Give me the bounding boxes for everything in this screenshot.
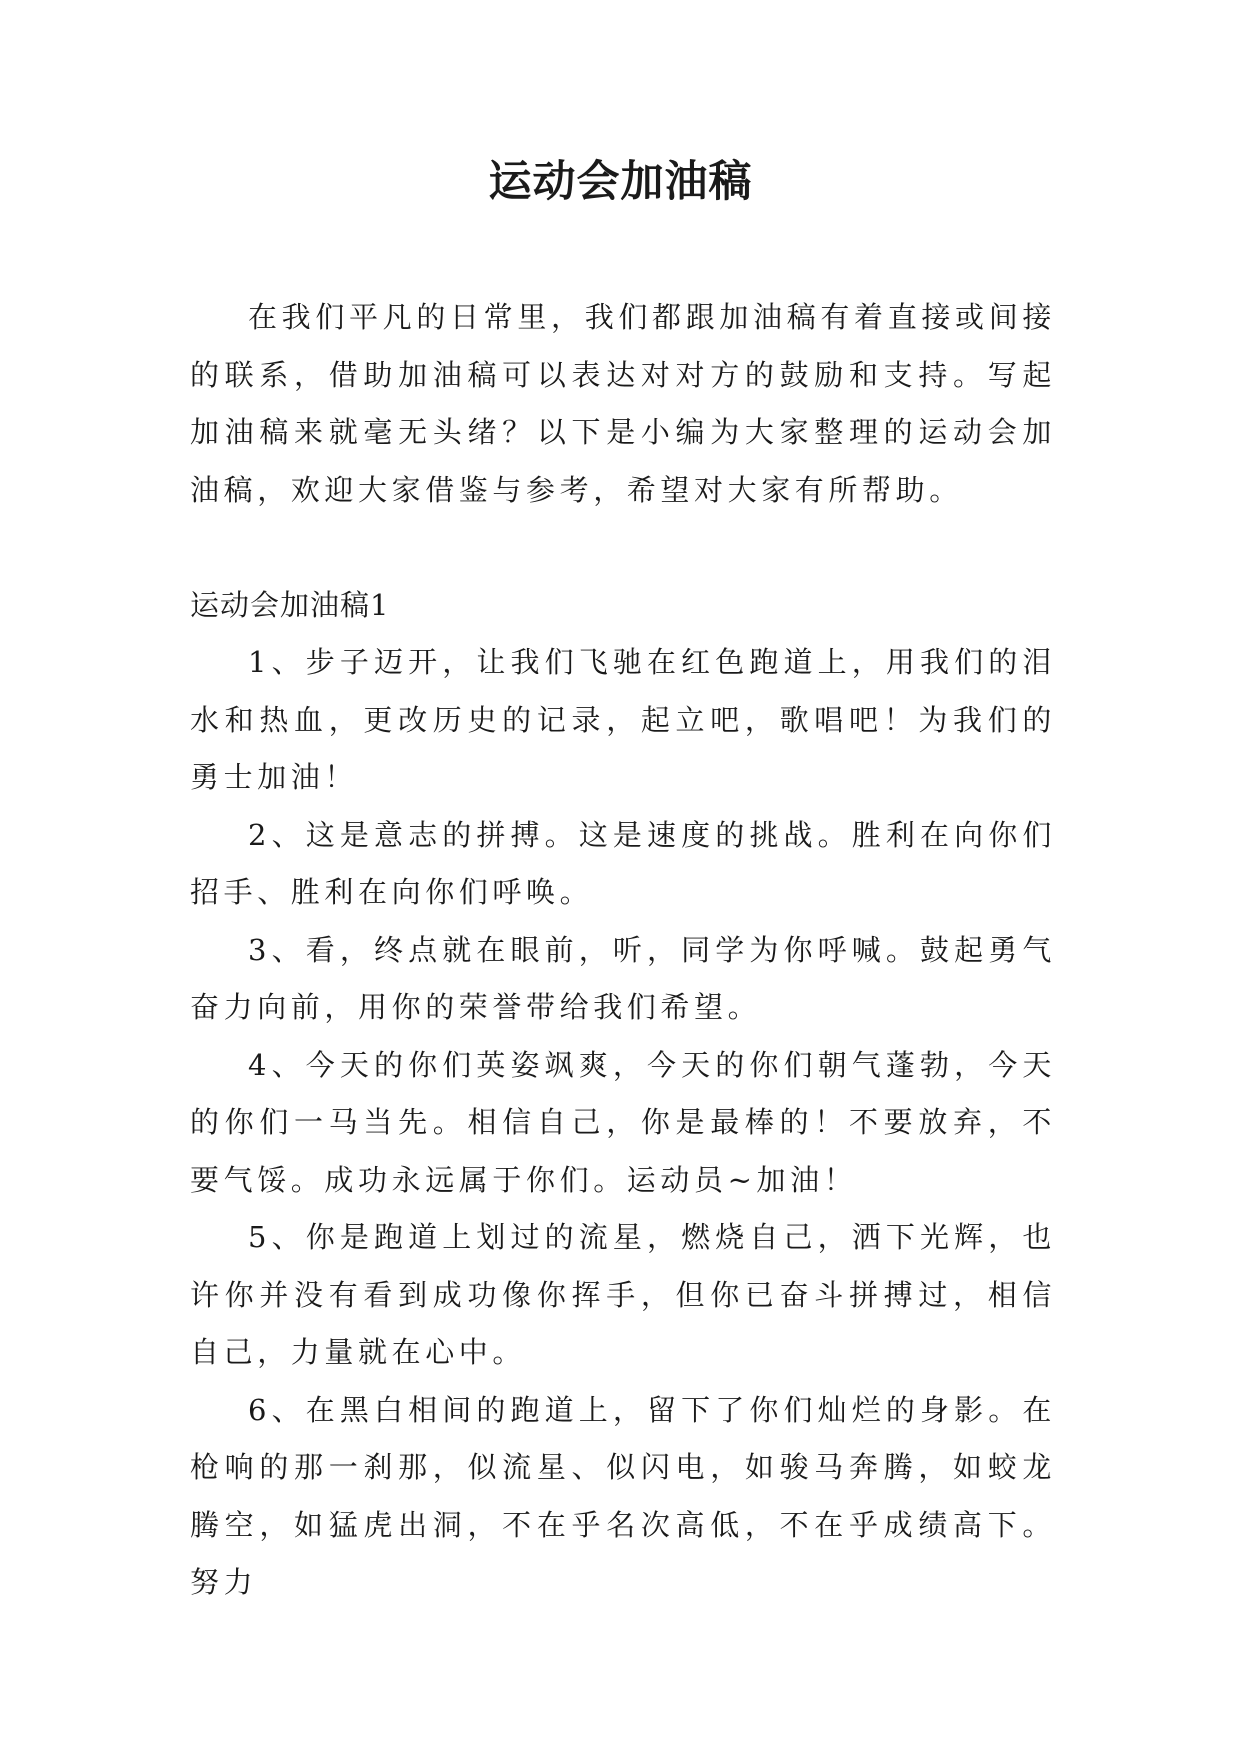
list-item: 6、在黑白相间的跑道上，留下了你们灿烂的身影。在枪响的那一刹那，似流星、似闪电，如骏马奔腾，如蛟龙腾空，如猛虎出洞，不在乎名次高低，不在乎成绩高下。努力	[190, 1392, 1056, 1599]
intro-paragraph: 在我们平凡的日常里，我们都跟加油稿有着直接或间接的联系，借助加油稿可以表达对对方的鼓励和支持。写起加油稿来就毫无头绪？以下是小编为大家整理的运动会加油稿，欢迎大家借鉴与参考，希望对大家有所帮助。	[190, 300, 1056, 507]
section-heading: 运动会加油稿1	[190, 587, 390, 622]
list-item: 1、步子迈开，让我们飞驰在红色跑道上，用我们的泪水和热血，更改历史的记录，起立吧，歌唱吧！为我们的勇士加油！	[190, 645, 1056, 794]
list-item: 3、看，终点就在眼前，听，同学为你呼喊。鼓起勇气奋力向前，用你的荣誉带给我们希望。	[190, 932, 1056, 1024]
list-item: 2、这是意志的拼搏。这是速度的挑战。胜利在向你们招手、胜利在向你们呼唤。	[190, 817, 1056, 909]
list-item: 4、今天的你们英姿飒爽，今天的你们朝气蓬勃，今天的你们一马当先。相信自己，你是最棒的！不要放弃，不要气馁。成功永远属于你们。运动员~加油！	[190, 1047, 1056, 1197]
document-title: 运动会加油稿	[488, 157, 753, 207]
document-body	[190, 289, 1056, 1612]
list-item: 5、你是跑道上划过的流星，燃烧自己，洒下光辉，也许你并没有看到成功像你挥手，但你已奋斗拼搏过，相信自己，力量就在心中。	[190, 1220, 1056, 1369]
